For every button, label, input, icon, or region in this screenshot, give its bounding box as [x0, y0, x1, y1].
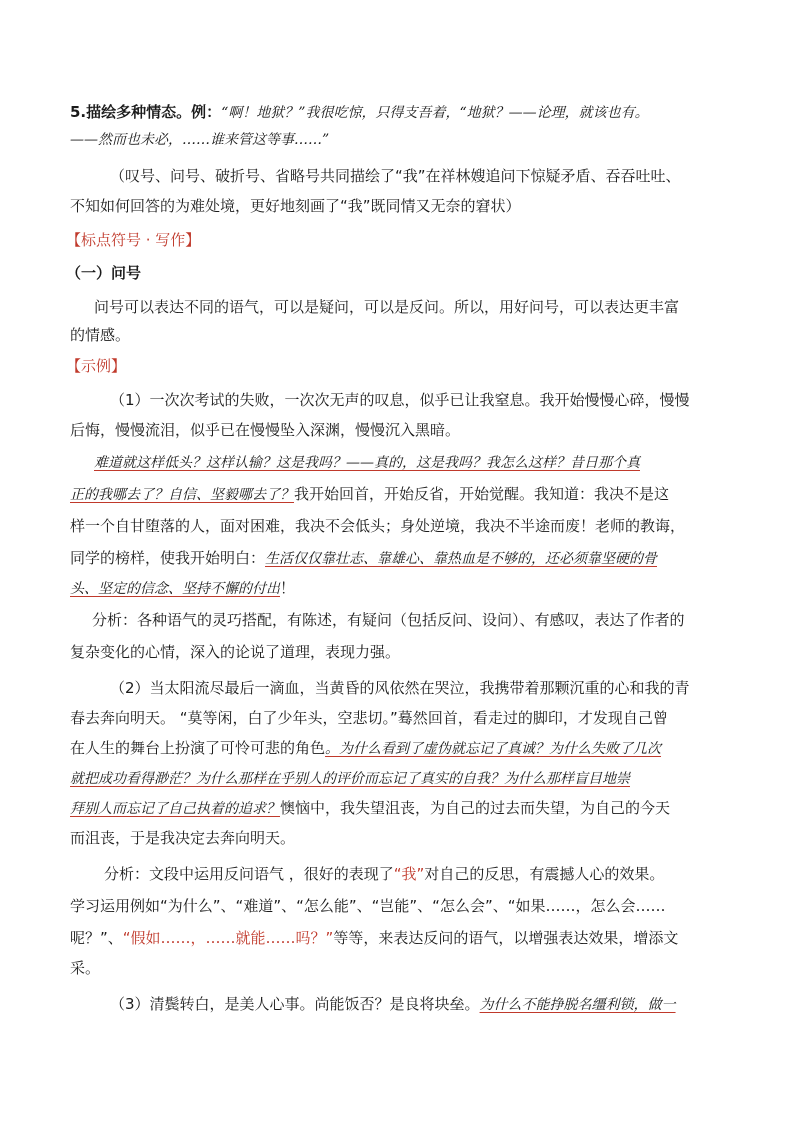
ex2-line6: 而沮丧，于是我决定去奔向明天。 — [70, 829, 296, 847]
ex3-text-1: （3）清鬓转白，是美人心事。尚能饭否？是良将块垒。 — [110, 995, 480, 1013]
section-header: 【标点符号 · 写作】 — [66, 231, 201, 249]
example-header: 【示例】 — [66, 357, 127, 375]
analysis2-keywords-1: “为什么”、“难道”、“怎么能”、“岂能”、“怎么会”、“如果……，怎么会…… — [160, 897, 666, 915]
ex1-underlined-questions-1: 难道就这样低头？这样认输？这是我吗？——真的，这是我吗？我怎么这样？昔日那个真 — [94, 455, 640, 471]
analysis2-text-3c: 等等，来表达反问的语气，以增强表达效果，增添文 — [333, 929, 679, 947]
analysis2-line4: 采。 — [70, 959, 101, 977]
ex2-line2: 春去奔向明天。 “莫等闲，白了少年头，空悲切。”蓦然回首，看走过的脚印，才发现自己曾 — [70, 709, 668, 727]
ex1-text-6: 同学的榜样，使我开始明白： — [70, 549, 266, 567]
ex2-underlined-questions-1: 。为什么看到了虚伪就忘记了真诚？为什么失败了几次 — [325, 741, 662, 757]
ex2-line3 — [70, 738, 730, 759]
ex1-line4 — [70, 484, 730, 505]
analysis2-me-quote: “我” — [393, 865, 425, 883]
ex2-line5 — [70, 798, 730, 819]
ex2-line4 — [70, 768, 730, 789]
analysis2-line1 — [104, 864, 734, 884]
analysis2-text-1c: 对自己的反思，有震撼人心的效果。 — [424, 865, 665, 883]
analysis2-text-1a: 分析：文段中运用反问语气 ，很好的表现了 — [104, 865, 394, 883]
ex2-line1: （2）当太阳流尽最后一滴血，当黄昏的风依然在哭泣，我携带着那颗沉重的心和我的青 — [110, 679, 690, 697]
intro-line1: 问号可以表达不同的语气，可以是疑问，可以是反问。所以，用好问号，可以表达更丰富 — [94, 298, 680, 316]
subsection-question-mark: （一）问号 — [66, 264, 142, 282]
analysis2-line2 — [70, 896, 730, 916]
analysis2-keywords-2: 呢？”、 — [70, 929, 123, 947]
ex1-line1: （1）一次次考试的失败，一次次无声的叹息，似乎已让我窒息。我开始慢慢心碎，慢慢 — [110, 391, 690, 409]
ex2-text-5: 懊恼中，我失望沮丧，为自己的过去而失望，为自己的今天 — [280, 799, 671, 817]
para5-quote-part1: “啊！地狱？”我很吃惊，只得支吾着，“地狱？——论理，就该也有。 — [221, 105, 649, 121]
ex1-underlined-conclusion-1: 生活仅仅靠壮志、靠雄心、靠热血是不够的，还必须靠坚硬的骨 — [265, 551, 658, 567]
ex1-text-7: ！ — [280, 579, 296, 597]
analysis2-line3 — [70, 928, 730, 948]
para5-heading: 5.描绘多种情态。例： — [70, 103, 222, 121]
ex1-line5: 样一个自甘堕落的人，面对困难，我决不会低头；身处逆境，我决不半途而废！老师的教诲， — [70, 517, 686, 535]
ex1-text-4: 我开始回首，开始反省，开始觉醒。我知道：我决不是这 — [294, 485, 670, 503]
note5-line1: （叹号、问号、破折号、省略号共同描绘了“我”在祥林嫂追问下惊疑矛盾、吞吞吐吐、 — [110, 167, 681, 185]
analysis1-line1: 分析：各种语气的灵巧搭配，有陈述，有疑问（包括反问、设问）、有感叹，表达了作者的 — [92, 611, 685, 629]
ex1-line3 — [94, 452, 734, 473]
ex3-line1 — [110, 994, 734, 1015]
analysis1-line2: 复杂变化的心情，深入的论说了道理，表现力强。 — [70, 643, 401, 661]
ex1-line7 — [70, 578, 730, 599]
analysis2-text-2a: 学习运用例如 — [70, 897, 161, 915]
ex1-underlined-questions-2: 正的我哪去了？自信、坚毅哪去了？ — [70, 487, 294, 503]
ex1-underlined-conclusion-2: 头、坚定的信念、坚持不懈的付出 — [70, 581, 280, 597]
analysis2-keywords-red: “假如……，……就能……吗？” — [122, 929, 334, 947]
ex2-text-3: 在人生的舞台上扮演了可怜可悲的角色 — [70, 739, 326, 757]
intro-line2: 的情感。 — [70, 326, 131, 344]
para5-line1 — [70, 102, 730, 123]
ex1-line6 — [70, 548, 730, 569]
ex1-line2: 后悔，慢慢流泪，似乎已在慢慢坠入深渊，慢慢沉入黑暗。 — [70, 421, 461, 439]
ex2-underlined-questions-3: 拜别人而忘记了自己执着的追求？ — [70, 801, 280, 817]
para5-quote-part2: ——然而也未必，……谁来管这等事……” — [70, 132, 330, 148]
note5-line2: 不知如何回答的为难处境，更好地刻画了“我”既同情又无奈的窘状） — [70, 197, 521, 215]
ex3-underlined-question: 为什么不能挣脱名缰利锁，做一 — [479, 997, 676, 1013]
ex2-underlined-questions-2: 就把成功看得渺茫？为什么那样在乎别人的评价而忘记了真实的自我？为什么那样盲目地崇 — [70, 771, 630, 787]
